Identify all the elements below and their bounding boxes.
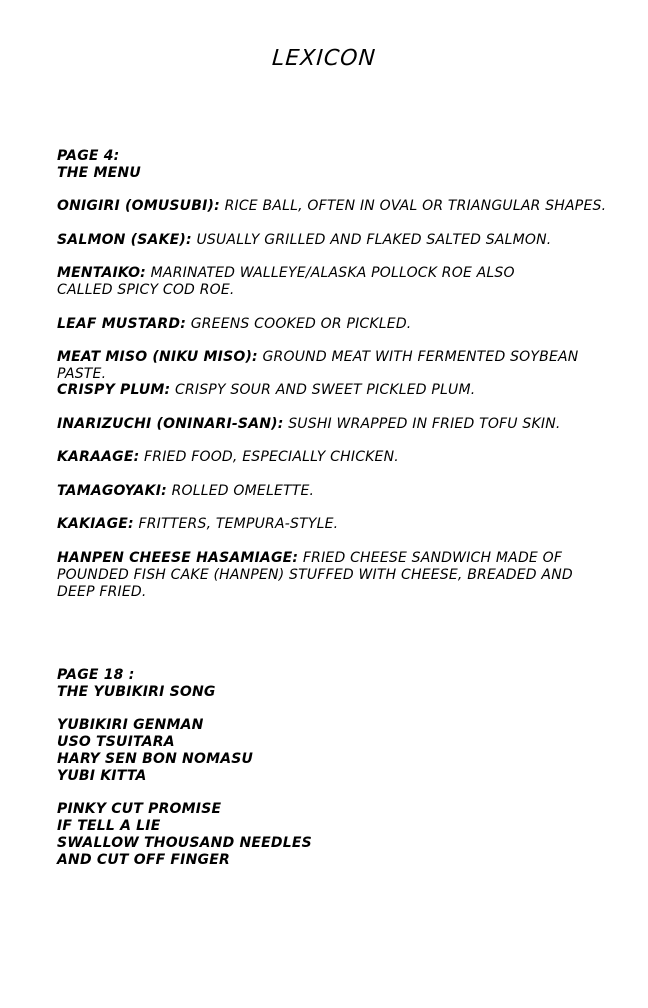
entry-kakiage — [57, 516, 627, 533]
entry-inarizuchi — [57, 416, 627, 433]
entry-tamagoyaki — [57, 483, 627, 500]
lyric-line: PINKY CUT PROMISE — [57, 801, 222, 817]
lyric-line: SWALLOW THOUSAND NEEDLES — [57, 835, 312, 851]
entry-term: SALMON (SAKE): — [57, 232, 192, 248]
entry-leaf-mustard — [57, 316, 627, 333]
entry-term: HANPEN CHEESE HASAMIAGE: — [57, 550, 299, 566]
lyric-line: YUBIKIRI GENMAN — [57, 717, 204, 733]
entry-salmon — [57, 232, 627, 249]
entry-mentaiko — [57, 265, 557, 299]
entry-term: KAKIAGE: — [57, 516, 134, 532]
entry-definition: GREENS COOKED OR PICKLED. — [186, 316, 412, 332]
section-song-heading — [57, 667, 627, 701]
section-menu-heading — [57, 148, 627, 182]
entry-term: KARAAGE: — [57, 449, 140, 465]
entry-definition: MARINATED WALLEYE/ALASKA POLLOCK ROE ALSO CALLED SPICY COD ROE. — [57, 265, 515, 298]
entry-definition: ROLLED OMELETTE. — [166, 483, 315, 499]
song-japanese-lyrics — [57, 717, 627, 785]
entry-definition: USUALLY GRILLED AND FLAKED SALTED SALMON. — [191, 232, 552, 248]
entry-term: MEAT MISO (NIKU MISO): — [57, 349, 258, 365]
lyric-line: USO TSUITARA — [57, 734, 175, 750]
entry-term: ONIGIRI (OMUSUBI): — [57, 198, 220, 214]
entry-term: CRISPY PLUM: — [57, 382, 171, 398]
entry-meat-miso — [57, 349, 627, 383]
entry-term: MENTAIKO: — [57, 265, 146, 281]
entry-definition: RICE BALL, OFTEN IN OVAL OR TRIANGULAR SHAPES. — [219, 198, 607, 214]
entry-term: TAMAGOYAKI: — [57, 483, 167, 499]
page-title: LEXICON — [271, 46, 377, 71]
entry-onigiri — [57, 198, 627, 215]
entry-definition: FRIED FOOD, ESPECIALLY CHICKEN. — [139, 449, 399, 465]
section-menu-title: THE MENU — [57, 165, 141, 181]
entry-crispy-plum — [57, 382, 627, 399]
entry-term: INARIZUCHI (ONINARI-SAN): — [57, 416, 284, 432]
entry-definition: CRISPY SOUR AND SWEET PICKLED PLUM. — [170, 382, 476, 398]
lyric-line: IF TELL A LIE — [57, 818, 161, 834]
lyric-line: AND CUT OFF FINGER — [57, 852, 230, 868]
section-menu-page-ref: PAGE 4: — [57, 148, 120, 164]
entry-karaage — [57, 449, 627, 466]
entry-definition: SUSHI WRAPPED IN FRIED TOFU SKIN. — [283, 416, 561, 432]
section-song-page-ref: PAGE 18 : — [57, 667, 135, 683]
entry-definition: FRITTERS, TEMPURA-STYLE. — [133, 516, 339, 532]
entry-term: LEAF MUSTARD: — [57, 316, 187, 332]
entry-definition: GROUND MEAT WITH FERMENTED SOYBEAN PASTE. — [57, 349, 579, 382]
entry-hanpen — [57, 550, 602, 601]
song-english-lyrics — [57, 801, 627, 869]
lyric-line: YUBI KITTA — [57, 768, 147, 784]
entry-definition: FRIED CHEESE SANDWICH MADE OF POUNDED FISH CAKE (HANPEN) STUFFED WITH CHEESE, BREADED AND DEEP FRIED. — [57, 550, 573, 600]
section-song-title: THE YUBIKIRI SONG — [57, 684, 216, 700]
lyric-line: HARY SEN BON NOMASU — [57, 751, 254, 767]
